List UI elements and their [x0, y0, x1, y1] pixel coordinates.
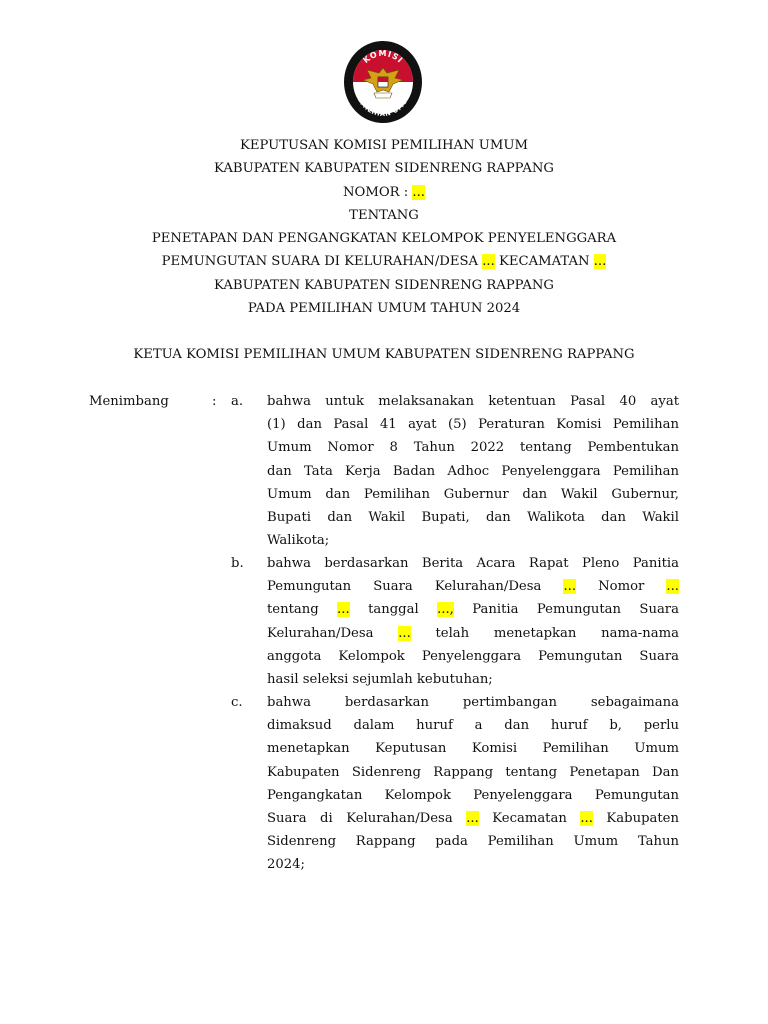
document-header [0, 134, 768, 320]
kpu-logo [343, 40, 423, 124]
item-text: bahwa berdasarkan pertimbangan sebagaimana dimaksud dalam huruf a dan huruf b, perlu menetapkan Keputusan Komisi Pemilihan Umum Kabupaten Sidenreng Rappang tentang Penetapan Dan Pengangkatan Kelompok Penyelenggara Pemungutan Suara di Kelurahan/Desa ... Kecamatan ... Kabupaten Sidenreng Rappang pada Pemilihan Umum Tahun 2024; [267, 695, 679, 873]
title-line-1: PENETAPAN DAN PENGANGKATAN KELOMPOK PENYELENGGARA [151, 231, 617, 247]
nomor-line [0, 181, 768, 204]
item-letter: b. [231, 556, 244, 571]
kecamatan-placeholder: ... [593, 254, 607, 270]
desa-placeholder: ... [563, 579, 577, 595]
title-line-2: PEMUNGUTAN SUARA DI KELURAHAN/DESA ... KECAMATAN ... [161, 254, 607, 270]
menimbang-colon: : [212, 394, 217, 409]
svg-text:PEMILIHAN UMUM: PEMILIHAN UMUM [353, 91, 413, 119]
nomor-placeholder: ... [666, 579, 679, 595]
desa-placeholder: ... [482, 254, 495, 270]
tentang-placeholder: ... [337, 602, 350, 618]
title-line-3: KABUPATEN KABUPATEN SIDENRENG RAPPANG [214, 277, 554, 293]
svg-text:KOMISI: KOMISI [361, 48, 405, 66]
nomor-placeholder: ... [412, 184, 425, 200]
header-line-2: KABUPATEN KABUPATEN SIDENRENG RAPPANG [214, 161, 554, 177]
item-text: bahwa berdasarkan Berita Acara Rapat Pleno Panitia Pemungutan Suara Kelurahan/Desa ... Nomor ... tentang ... tanggal ..., Panitia Pemungutan Suara Kelurahan/Desa ... telah menetapkan nama-nama anggota Kelompok Penyelenggara Pemungutan Suara hasil seleksi sejumlah kebutuhan; [267, 556, 679, 687]
item-letter: a. [231, 394, 244, 409]
menimbang-label: Menimbang [89, 394, 169, 409]
nomor-label: NOMOR : [343, 184, 413, 200]
tanggal-placeholder: ..., [437, 602, 454, 618]
item-letter: c. [231, 695, 243, 710]
desa-placeholder: ... [398, 625, 411, 641]
item-text: bahwa untuk melaksanakan ketentuan Pasal 40 ayat (1) dan Pasal 41 ayat (5) Peraturan Komisi Pemilihan Umum Nomor 8 Tahun 2022 tentang Pembentukan dan Tata Kerja Badan Adhoc Penyelenggara Pemilihan Umum dan Pemilihan Gubernur dan Wakil Gubernur, Bupati dan Wakil Bupati, dan Walikota dan Wakil Walikota; [267, 394, 679, 549]
ketua-heading: KETUA KOMISI PEMILIHAN UMUM KABUPATEN SIDENRENG RAPPANG [133, 347, 635, 362]
header-line-1: KEPUTUSAN KOMISI PEMILIHAN UMUM [239, 138, 529, 153]
tentang-label: TENTANG [349, 207, 419, 223]
kecamatan-placeholder: ... [580, 810, 593, 826]
title-line-4: PADA PEMILIHAN UMUM TAHUN 2024 [247, 301, 521, 317]
desa-placeholder: ... [466, 810, 479, 826]
